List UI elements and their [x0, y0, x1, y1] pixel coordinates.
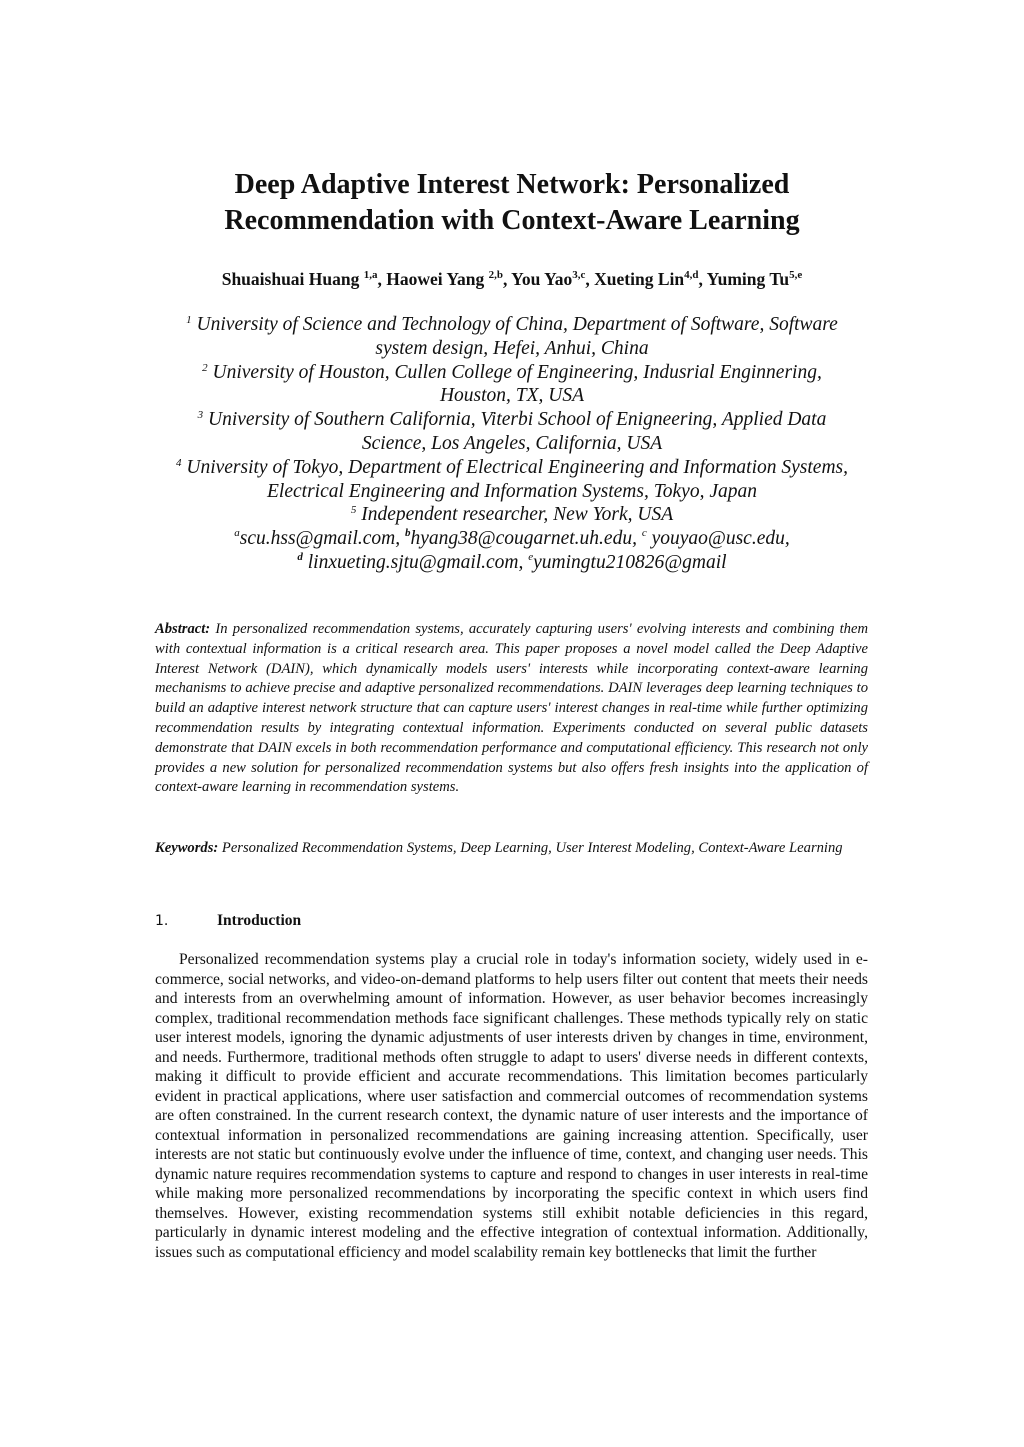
- email-marker: a: [234, 527, 240, 540]
- title-line-1: Deep Adaptive Interest Network: Personalized: [234, 169, 790, 200]
- affiliation-5: [120, 503, 904, 527]
- email-e: yumingtu210826@gmail: [533, 551, 727, 573]
- affiliation-number: 1: [186, 314, 192, 326]
- affiliation-3: [120, 408, 904, 432]
- affiliation-2-cont: Houston, TX, USA: [439, 385, 585, 407]
- email-line-2: [120, 551, 904, 575]
- abstract: [155, 620, 868, 798]
- author-name: Shuaishuai Huang: [221, 269, 360, 289]
- intro-paragraph: Personalized recommendation systems play a crucial role in today's information society, widely used in e-commerce, social networks, and video-on-demand platforms to help users filter out content that meets their needs and interests from an overwhelming amount of information. However, as user behavior becomes increasingly complex, traditional recommendation methods face significant challenges. These methods typically rely on static user interest models, ignoring the dynamic adjustments of user interests driven by changes in time, environment, and needs. Furthermore, traditional methods often struggle to adapt to users' diverse needs in different contexts, making it difficult to provide efficient and accurate recommendations. This limitation becomes particularly evident in practical applications, where user satisfaction and commercial outcomes of recommendation systems are often constrained. In the current research context, the dynamic nature of user interests and the importance of contextual information in personalized recommendations are gaining increasing attention. Specifically, user interests are not static but continuously evolve under the influence of time, context, and changing user needs. This dynamic nature requires recommendation systems to capture and respond to changes in user interests in real-time while making more personalized recommendations by incorporating the specific context in which users find themselves. However, existing recommendation systems still exhibit notable deficiencies in this regard, particularly in dynamic interest modeling and the effective integration of contextual information. Additionally, issues such as computational efficiency and model scalability remain key bottlenecks that limit the further: [155, 951, 868, 1261]
- author-affil-sup: 4,d: [684, 269, 699, 281]
- author-affil-sup: 5,e: [789, 269, 803, 281]
- author-name: Haowei Yang: [386, 269, 485, 289]
- affiliation-list: [120, 313, 904, 575]
- affiliation-text: University of Tokyo, Department of Electrical Engineering and Information Systems,: [186, 456, 848, 478]
- affiliation-4: [120, 456, 904, 480]
- title-line-2: Recommendation with Context-Aware Learning: [224, 205, 800, 236]
- affiliation-1-cont: system design, Hefei, Anhui, China: [375, 337, 649, 359]
- affiliation-2: [120, 361, 904, 385]
- email-line-1: [120, 527, 904, 551]
- abstract-text: In personalized recommendation systems, accurately capturing users' evolving interests and combining them with contextual information is a critical research area. This paper proposes a novel model called the Deep Adaptive Interest Network (DAIN), which dynamically models users' interests while incorporating context-aware learning mechanisms to achieve precise and adaptive personalized recommendations. DAIN leverages deep learning techniques to build an adaptive interest network structure that can capture users' interest changes in real-time while further optimizing recommendation results by integrating contextual information. Experiments conducted on several public datasets demonstrate that DAIN excels in both recommendation performance and computational efficiency. This research not only provides a new solution for personalized recommendation systems but also offers fresh insights into the application of context-aware learning in recommendation systems.: [155, 621, 868, 796]
- affiliation-text: University of Southern California, Viterbi School of Enigneering, Applied Data: [208, 409, 827, 431]
- keywords-label: Keywords:: [155, 840, 219, 856]
- section-title: Introduction: [217, 912, 302, 929]
- author-list: Shuaishuai Huang $^{1,a}$, Haowei Yang $^{2,b}$, You Yao$^{3,c}$, Xueting Lin$^{4,d}$, Yuming Tu$^{5,e}$: [221, 269, 803, 289]
- email-marker: b: [405, 527, 411, 540]
- email-c: youyao@usc.edu,: [646, 528, 790, 550]
- author-name: You Yao: [511, 269, 573, 289]
- email-b: hyang38@cougarnet.uh.edu,: [410, 528, 642, 550]
- affiliation-3-cont: Science, Los Angeles, California, USA: [361, 432, 663, 454]
- affiliation-text: University of Science and Technology of China, Department of Software, Software: [196, 314, 838, 335]
- email-marker: d: [297, 550, 303, 563]
- affiliation-4-cont: Electrical Engineering and Information Systems, Tokyo, Japan: [267, 480, 757, 502]
- affiliation-1: [120, 313, 904, 337]
- abstract-label: Abstract:: [155, 621, 211, 637]
- affiliation-text: University of Houston, Cullen College of Engineering, Indusrial Enginnering,: [212, 361, 822, 383]
- affiliation-number: 2: [202, 361, 208, 374]
- author-affil-sup: 3,c: [572, 269, 586, 281]
- affiliation-number: 4: [175, 456, 182, 469]
- author-name: Yuming Tu: [706, 269, 790, 289]
- keywords: [155, 839, 868, 859]
- author-affil-sup: 1,a: [363, 269, 378, 281]
- keywords-text: Personalized Recommendation Systems, Deep Learning, User Interest Modeling, Context-Aware Learning: [218, 840, 843, 856]
- affiliation-number: 5: [350, 504, 357, 517]
- email-d: linxueting.sjtu@gmail.com,: [302, 551, 529, 573]
- email-marker: e: [528, 550, 534, 563]
- author-affil-sup: 2,b: [488, 269, 504, 281]
- section-number: 1.: [155, 913, 169, 929]
- email-a: scu.hss@gmail.com,: [239, 528, 405, 550]
- paper-title: [0, 167, 1024, 239]
- author-name: Xueting Lin: [594, 269, 685, 289]
- affiliation-text: Independent researcher, New York, USA: [361, 504, 674, 526]
- section-heading: [155, 910, 301, 932]
- email-marker: c: [641, 527, 647, 540]
- affiliation-number: 3: [197, 409, 204, 422]
